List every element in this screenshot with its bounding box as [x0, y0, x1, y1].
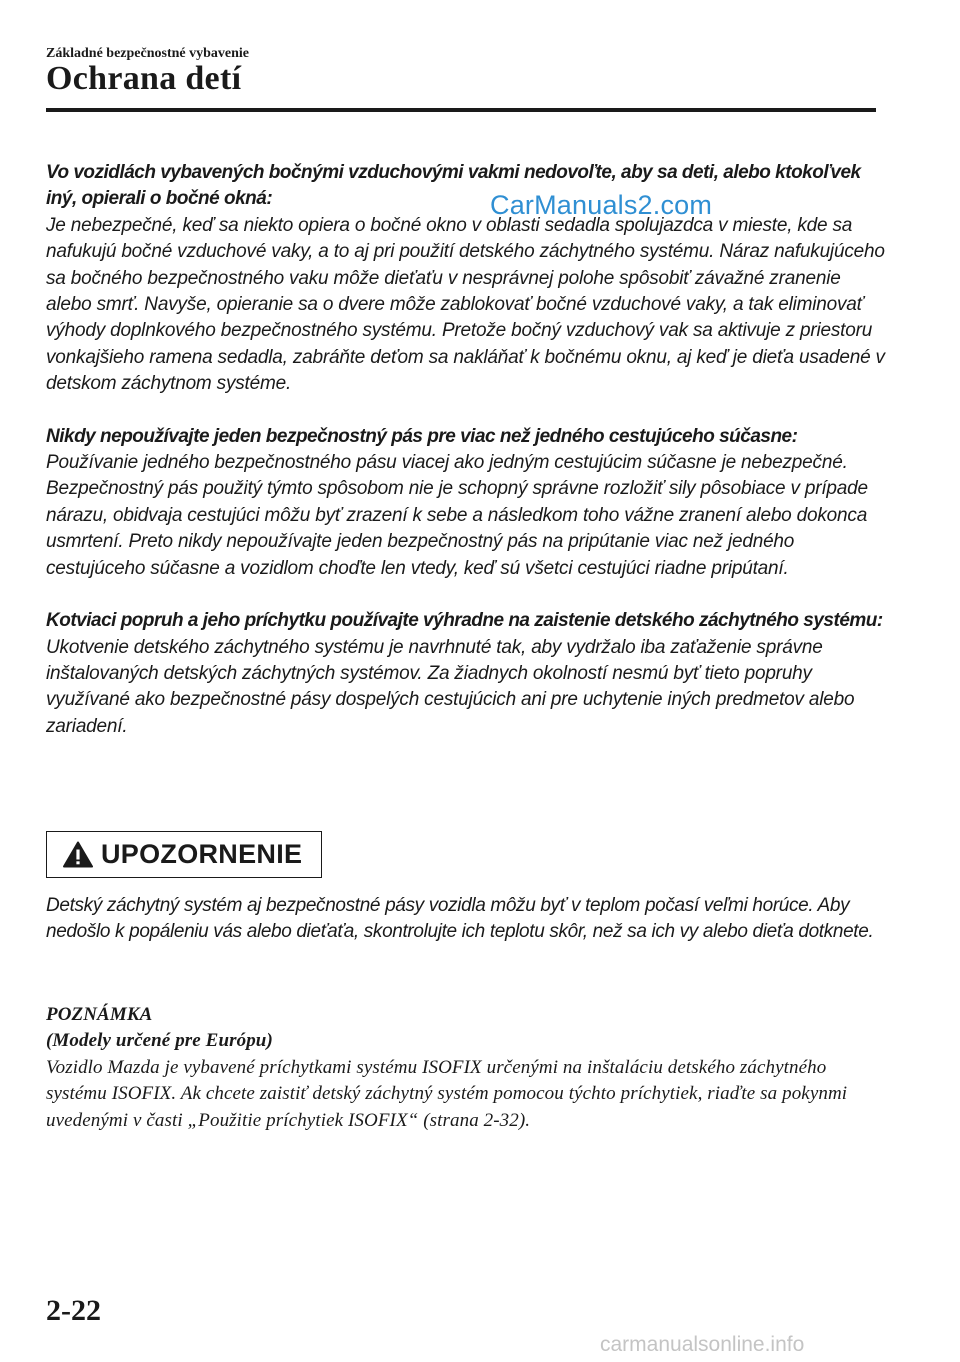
warning-item	[46, 424, 886, 582]
caution-label: UPOZORNENIE	[101, 839, 303, 869]
warning-heading: Vo vozidlách vybavených bočnými vzduchovými vakmi nedovoľte, aby sa deti, alebo ktokoľvek iný, opierali o bočné okná:	[46, 162, 861, 210]
note-section	[46, 1002, 886, 1134]
warning-heading: Kotviaci popruh a jeho príchytku používajte výhradne na zaistenie detského záchytného systému:	[46, 610, 883, 632]
warning-heading: Nikdy nepoužívajte jeden bezpečnostný pás pre viac než jedného cestujúceho súčasne:	[46, 425, 798, 447]
note-heading: POZNÁMKA	[46, 1004, 153, 1025]
warning-body: Je nebezpečné, keď sa niekto opiera o bočné okno v oblasti sedadla spolujazdca v mieste, kde sa nafukujú bočné vzduchové vaky, a to aj pri použití detského záchytného systému. Náraz nafukujúceho sa bočného bezpečnostného vaku môže dieťaťu v nesprávnej polohe spôsobiť závažné zranenie alebo smrť. Navyše, opieranie sa o dvere môže zablokovať bočné vzduchové vaky, a tak eliminovať výhody doplnkového bezpečnostného systému. Pretože bočný vzduchový vak sa aktivuje z priestoru vonkajšieho ramena sedadla, zabráňte deťom sa nakláňať k bočnému oknu, aj keď je dieťa usadené v detskom záchytnom systéme.	[46, 214, 885, 395]
section-label: Základné bezpečnostné vybavenie	[46, 46, 250, 61]
warning-body: Ukotvenie detského záchytného systému je navrhnuté tak, aby vydržalo iba zaťaženie správne inštalovaných detských záchytných systémov. Za žiadnych okolností nesmú byť tieto popruhy využívané ako bezpečnostné pásy dospelých cestujúcich ani pre uchytenie iných predmetov alebo zariadení.	[46, 636, 855, 737]
page-number: 2-22	[46, 1294, 101, 1327]
note-body: Vozidlo Mazda je vybavené príchytkami systému ISOFIX určenými na inštaláciu detského záchytného systému ISOFIX. Ak chcete zaistiť detský záchytný systém pomocou týchto príchytiek, riaďte sa pokynmi uvedenými v časti „Použitie príchytiek ISOFIX“ (strana 2-32).	[46, 1056, 848, 1131]
warning-body: Používanie jedného bezpečnostného pásu viacej ako jedným cestujúcim súčasne je nebezpečné. Bezpečnostný pás použitý týmto spôsobom nie je schopný správne rozložiť sily pôsobiace v prípade nárazu, obidvaja cestujúci môžu byť zrazení k sebe a následkom toho vážne zranení alebo dokonca usmrtení. Preto nikdy nepoužívajte jeden bezpečnostný pás na pripútanie viac než jedného cestujúceho súčasne a vozidlom choďte len vtedy, keď sú všetci cestujúci riadne pripútaní.	[46, 452, 868, 579]
warning-list	[46, 160, 886, 766]
caution-text: Detský záchytný systém aj bezpečnostné pásy vozidla môžu byť v teplom počasí veľmi horúce. Aby nedošlo k popáleniu vás alebo dieťaťa, skontrolujte ich teplotu skôr, než sa ich vy alebo dieťa dotknete.	[46, 895, 874, 943]
page-title: Ochrana detí	[46, 60, 242, 97]
warning-item	[46, 160, 886, 398]
title-divider	[46, 108, 876, 112]
watermark-carmanualsonline: carmanualsonline.info	[600, 1333, 805, 1356]
caution-box	[46, 831, 322, 878]
watermark-carmanuals2: CarManuals2.com	[490, 190, 713, 220]
note-subheading: (Modely určené pre Európu)	[46, 1030, 273, 1052]
warning-item	[46, 608, 886, 740]
warning-triangle-icon	[63, 841, 93, 868]
